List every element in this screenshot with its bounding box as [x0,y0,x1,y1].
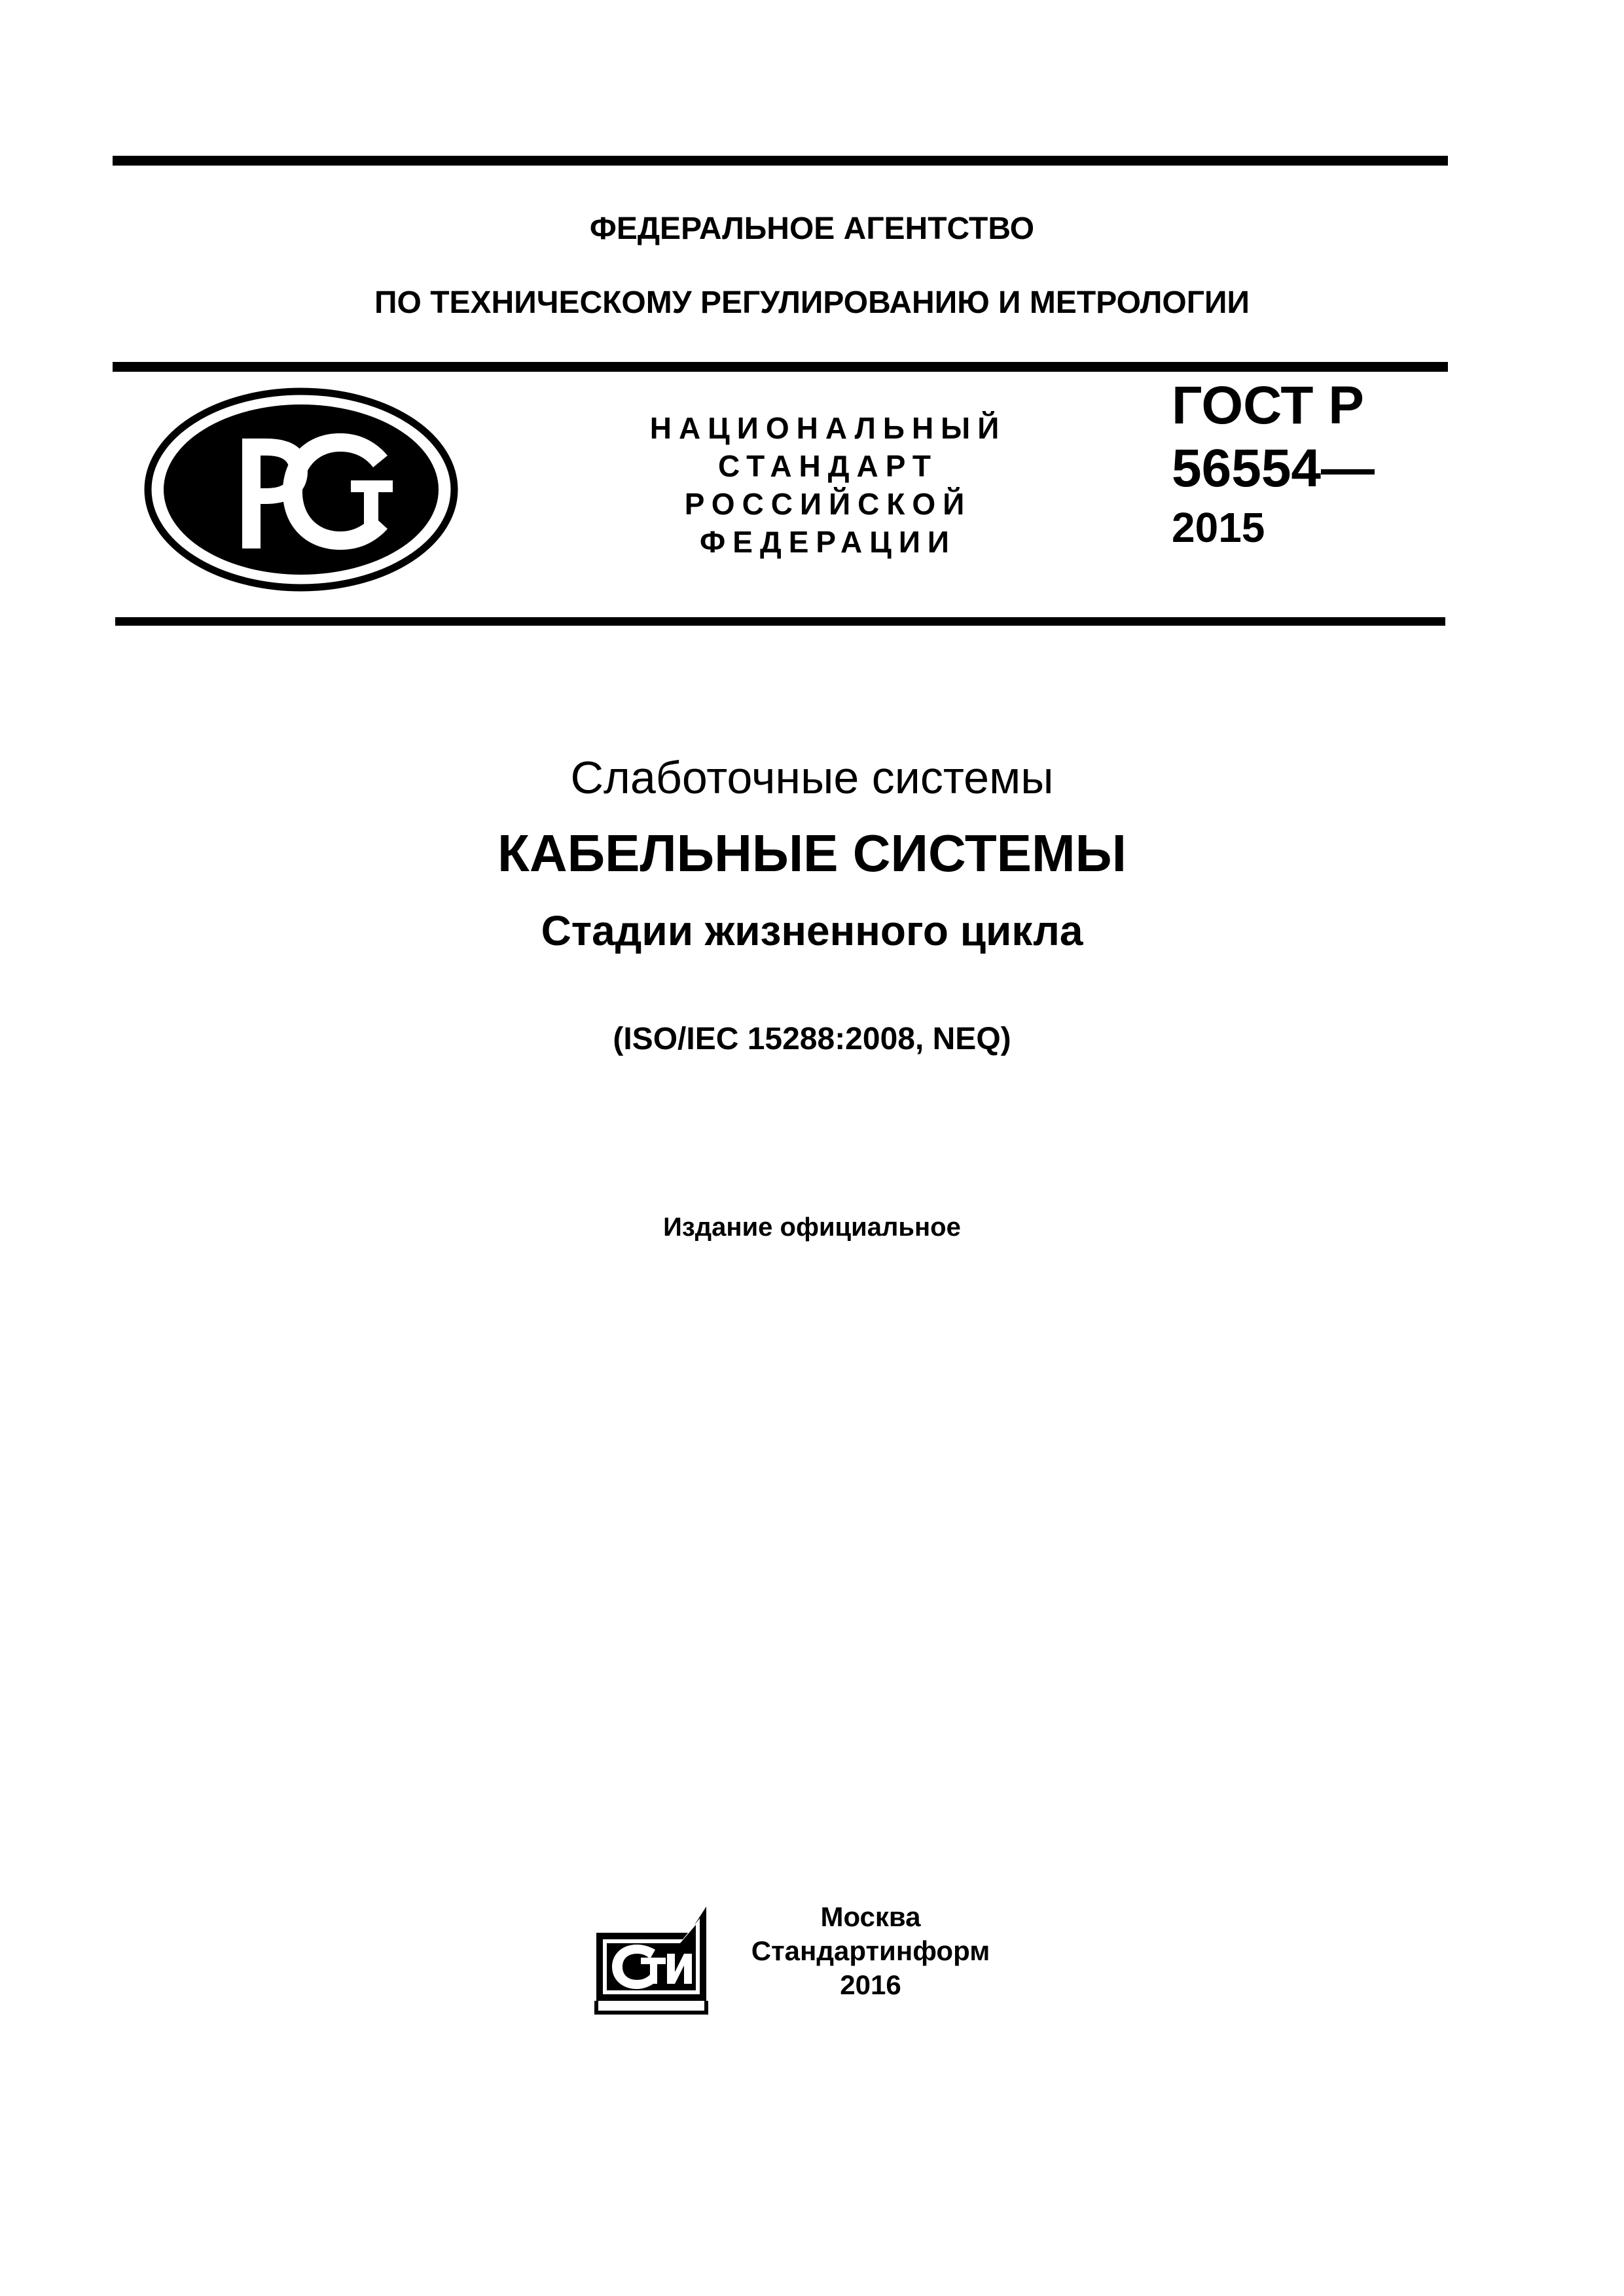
edition-label: Издание официальное [663,1213,961,1242]
standard-type-line-4: ФЕДЕРАЦИИ [700,525,956,559]
title-main: КАБЕЛЬНЫЕ СИСТЕМЫ [497,824,1127,882]
top-rule [113,156,1448,166]
agency-line-2: ПО ТЕХНИЧЕСКОМУ РЕГУЛИРОВАНИЮ И МЕТРОЛОГИИ [374,285,1250,320]
gost-r-emblem-icon [144,385,458,594]
publication-year: 2016 [840,1969,901,2000]
title-reference: (ISO/IEC 15288:2008, NEQ) [613,1022,1011,1056]
bottom-header-rule [115,617,1445,626]
title-subtitle: Стадии жизненного цикла [541,907,1083,954]
publisher-city: Москва [820,1901,921,1932]
designation-line-1: ГОСТ Р [1172,376,1364,435]
standartinform-logo-icon [585,1901,715,2019]
publisher-name: Стандартинформ [751,1935,990,1966]
header-rule [113,362,1448,372]
standard-type-line-1: НАЦИОНАЛЬНЫЙ [649,411,1007,445]
publisher-block [733,1900,1008,2002]
standard-type-line-2: СТАНДАРТ [718,449,938,483]
agency-line-1: ФЕДЕРАЛЬНОЕ АГЕНТСТВО [589,211,1035,246]
designation-year: 2015 [1172,504,1265,551]
standard-type-line-3: РОССИЙСКОЙ [684,487,972,521]
title-subject: Слаботочные системы [570,752,1054,803]
standard-type [625,409,1031,561]
designation-line-2: 56554— [1172,439,1375,498]
standard-designation [1172,374,1375,555]
